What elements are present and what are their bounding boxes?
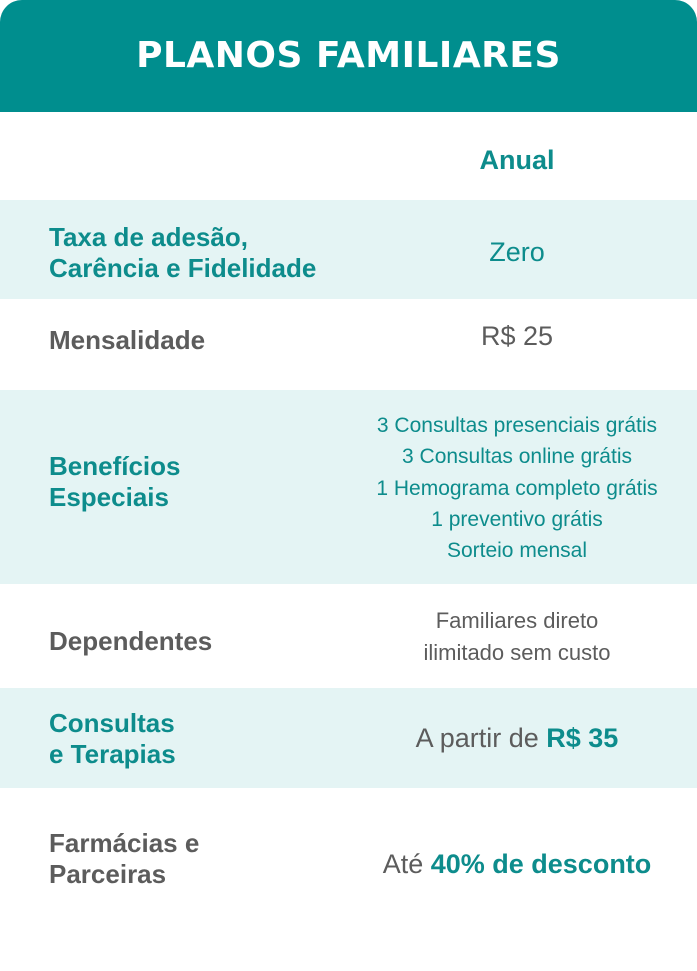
row-label: Farmácias e Parceiras bbox=[49, 828, 200, 889]
benefit-item: 1 Hemograma completo grátis bbox=[376, 476, 658, 500]
row-value: Até 40% de desconto bbox=[382, 849, 652, 879]
row-special-benefits bbox=[0, 390, 697, 584]
benefit-item: 3 Consultas online grátis bbox=[402, 445, 632, 469]
column-header-row bbox=[0, 112, 697, 200]
row-enrollment-fee bbox=[0, 200, 697, 299]
price-highlight: R$ 35 bbox=[546, 723, 619, 753]
benefit-item: 3 Consultas presenciais grátis bbox=[376, 414, 658, 437]
benefits-list bbox=[337, 410, 697, 566]
header-title: PLANOS FAMILIARES bbox=[136, 34, 561, 76]
row-label: Consultas e Terapias bbox=[49, 708, 176, 769]
row-label: Taxa de adesão, Carência e Fidelidade bbox=[49, 222, 317, 283]
discount-highlight: 40% de desconto bbox=[430, 849, 652, 879]
row-label: Dependentes bbox=[49, 626, 213, 656]
benefit-item: 1 preventivo grátis bbox=[431, 507, 603, 531]
row-value: A partir de R$ 35 bbox=[415, 723, 619, 753]
row-label: Benefícios Especiais bbox=[49, 451, 181, 512]
plan-column-label: Anual bbox=[479, 145, 555, 175]
row-label: Mensalidade bbox=[49, 325, 206, 355]
row-consultations bbox=[0, 688, 697, 788]
benefit-item: Sorteio mensal bbox=[446, 539, 588, 563]
row-dependents bbox=[0, 584, 697, 688]
row-value: R$ 25 bbox=[480, 321, 554, 351]
row-pharmacies bbox=[0, 788, 697, 971]
row-monthly-fee bbox=[0, 299, 697, 390]
plans-header bbox=[0, 0, 697, 112]
row-value: Zero bbox=[489, 237, 545, 267]
row-value: Familiares direto ilimitado sem custo bbox=[423, 608, 611, 665]
